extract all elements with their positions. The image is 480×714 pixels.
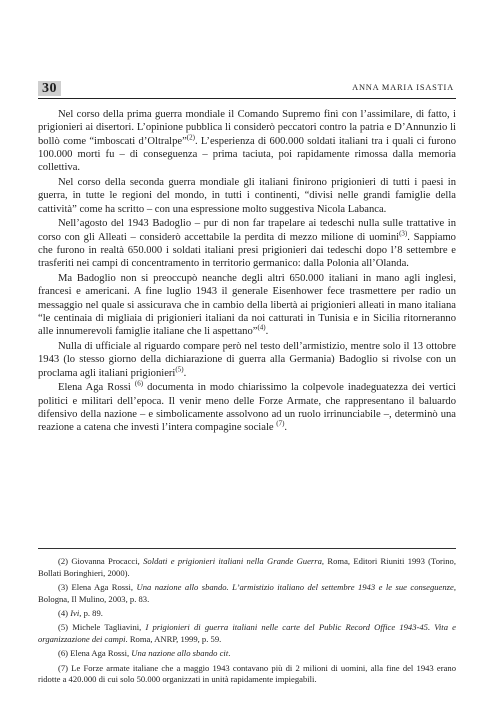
footnote-ref-4[interactable]: (4) xyxy=(257,323,266,332)
footnote-ref-7[interactable]: (7) xyxy=(276,419,285,428)
paragraph-6: Elena Aga Rossi $^{(6)}$ documenta in modo chiarissimo la colpevole inadeguatezza dei vertici politici e militari dell’epoca. Il venir meno delle Forze Armate, che rappresentano il baluardo difensivo della nazione – e simbolicamente assolvono ad un ruolo irrinunciabile –, determinò una reazione a catena che investì l’intera compagine sociale $^{(7)}$. xyxy=(38,379,456,434)
footnote-5: (5) Michele Tagliavini, I prigionieri di guerra italiani nelle carte del Public Record Office 1943-45. Vita e organizzazione dei campi. Roma, ANRP, 1999, p. 59. xyxy=(38,622,456,644)
footnote-6: (6) Elena Aga Rossi, Una nazione allo sbando cit. xyxy=(58,648,231,659)
footnote-ref-5[interactable]: (5) xyxy=(175,365,184,374)
footnote-3: (3) Elena Aga Rossi, Una nazione allo sbando. L’armistizio italiano del settembre 1943 e le sue conseguenze, Bologna, Il Mulino, 2003, p. 83. xyxy=(38,581,456,604)
page-header xyxy=(38,80,456,99)
paragraph-4: Ma Badoglio non si preoccupò neanche degli altri 650.000 italiani in mano agli inglesi, francesi e americani. A fine luglio 1943 il generale Eisenhower fece trasmettere per radio un messaggio nel quale si assicurava che in cambio della libertà ai prigionieri alleati in mano italiana “le centinaia di migliaia di prigionieri italiani da noi catturati in Tunisia e in Sicilia ritorneranno alle innumerevoli famiglie italiane che li aspettano”$^{(4)}$. xyxy=(38,273,456,338)
footnote-ref-6[interactable]: (6) xyxy=(134,379,144,388)
paragraph-5: Nulla di ufficiale al riguardo compare però nel testo dell’armistizio, mentre solo il 13 ottobre 1943 (lo stesso giorno della dichiarazione di guerra alla Germania) Badoglio si rivolse con un proclama agli italiani prigionieri$^{(5)}$. xyxy=(38,341,456,379)
running-head: ANNA MARIA ISASTIA xyxy=(352,83,454,92)
footnote-ref-3[interactable]: (3) xyxy=(399,229,408,238)
footnotes xyxy=(38,556,456,689)
footnote-2: (2) Giovanna Procacci, Soldati e prigionieri italiani nella Grande Guerra, Roma, Editori Riuniti 1993 (Torino, Bollati Boringhieri, 2000). xyxy=(38,556,456,578)
footnote-4: (4) Ivi, p. 89. xyxy=(58,607,103,618)
footnote-7: (7) Le Forze armate italiane che a maggio 1943 contavano più di 2 milioni di uomini, alla fine del 1943 erano ridotte a 420.000 di cui solo 50.000 organizzati in unità rapidamente impiegabili. xyxy=(38,662,456,685)
footnote-ref-2[interactable]: (2) xyxy=(186,133,195,142)
footnote-divider xyxy=(38,548,456,549)
paragraph-2: Nel corso della seconda guerra mondiale gli italiani finirono prigionieri di tutti i paesi in guerra, in tutte le regioni del mondo, in tutti i continenti, “divisi nelle grandi famiglie della cattività” come ha scritto – con una espressione molto suggestiva Nicola Labanca. xyxy=(38,176,456,215)
page-number: 30 xyxy=(38,81,61,96)
main-text xyxy=(38,108,456,436)
paragraph-1: Nel corso della prima guerra mondiale il Comando Supremo finì con l’assimilare, di fatto, i prigionieri ai disertori. L’opinione pubblica li considerò peccatori contro la patria e D’Annunzio li bollò come “imboscati d’Oltralpe”$^{(2)}$. L’esperienza di 600.000 soldati italiani tra i quali ci furono 100.000 morti fu – di conseguenza – prima taciuta, poi rapidamente rimossa dalla memoria collettiva. xyxy=(38,109,456,174)
paragraph-3: Nell’agosto del 1943 Badoglio – pur di non far trapelare ai tedeschi nulla sulle trattative in corso con gli Alleati – considerò accettabile la perdita di mezzo milione di uomini$^{(3)}$. Sappiamo che furono in realtà 650.000 i soldati italiani presi prigionieri dai tedeschi dopo l’8 settembre e trasferiti nei campi di concentramento in territorio germanico: dalla Polonia all’Olanda. xyxy=(38,218,456,270)
